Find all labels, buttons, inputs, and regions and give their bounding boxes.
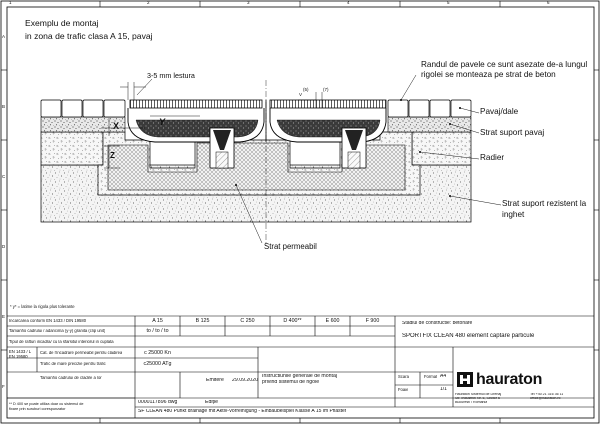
tb-frame-text: Tamanho cadrului de cladire a lor	[40, 376, 102, 380]
tb-standard-label-a: EN 1433 / L	[9, 350, 32, 354]
tb-standard-value-a: c 25000 Kn	[144, 350, 171, 356]
grid-col-label-5: 5	[447, 0, 450, 5]
right-concrete-haunch	[412, 132, 471, 165]
filter-insert-right	[342, 128, 366, 168]
dimension-e: (7)	[323, 87, 329, 92]
tb-scale-label: Scara	[398, 375, 409, 379]
tb-company-mail: office@hauraton.ro	[530, 397, 561, 400]
tb-doc-desc-line-2: privind sistemul de rigole	[262, 380, 320, 385]
tb-standard-text-b: Trafic de mare precizie pentru trafic	[40, 362, 106, 366]
grid-col-label-2: 2	[147, 0, 150, 5]
tb-doc-desc-line-1: Instructiunile generale de montaj	[262, 374, 337, 379]
tb-bottom-left-note-2: fixare prin suruburi corespunzator	[9, 407, 66, 411]
tb-company-line-2: Str. Industriei Nr. 5, Sector 6	[455, 397, 500, 400]
tb-construction-stage: Stadiul de constructie: betonare	[402, 321, 473, 326]
hauraton-logo-icon	[457, 372, 473, 387]
grid-row-label-b: B	[2, 104, 6, 109]
tb-class-e600: E 600	[325, 318, 340, 324]
grid-row-label-c: C	[2, 174, 6, 179]
grate-left	[130, 100, 262, 108]
callout-top-note-line-1: Randul de pavele ce sunt asezate de-a lungul	[421, 60, 588, 69]
left-pavers	[41, 100, 125, 117]
sediment-left	[136, 117, 258, 137]
drawing-title-line-2: in zona de trafic clasa A 15, pavaj	[25, 31, 153, 41]
tb-standard-label-b: EN 19580	[9, 355, 28, 359]
tb-load-class-label: Incarcarea conform EN 1433 / DIN 19580	[9, 319, 87, 323]
callout-top-note-line-2: rigolei se monteaza pe strat de beton	[421, 70, 556, 79]
tb-format-label: Format	[424, 375, 438, 379]
callout-pavers: Pavaj/dale	[480, 107, 519, 116]
grate-right	[270, 100, 386, 108]
grid-col-label-1: 1	[9, 0, 12, 5]
tb-company-phone: Tel +40 21 316 36 11	[530, 393, 564, 396]
grid-row-label-e: E	[2, 314, 6, 319]
tb-class-c250: C 250	[240, 318, 255, 324]
callout-permeable: Strat permeabil	[264, 242, 317, 251]
tb-bottom-description: SF CLEAN 480 Punkt drainage mit Aktiv-Vorreinigung - Einbaubeispiel Klasse A 15 im Pflaster	[138, 409, 347, 414]
tb-class-b125: B 125	[195, 318, 210, 324]
grid-col-label-6: 6	[547, 0, 550, 5]
footnote: * y* = latime la rigola plus tolerante	[10, 304, 75, 309]
tb-format-value: A4	[440, 374, 447, 379]
tb-sheet-value: 1/1	[440, 387, 447, 392]
tb-frame-size-value: to / to / to	[146, 328, 169, 334]
grid-col-label-4: 4	[347, 0, 350, 5]
tb-standard-text-a: Cat. de l'incadrare permeabil pentru cladirea	[40, 351, 123, 355]
tb-company-line-1: Hauraton Sistemul de Drenaj	[455, 393, 502, 396]
tb-sheet-label: Foaie	[398, 388, 409, 392]
tb-class-a15: A 15	[152, 318, 163, 324]
dimension-x: X	[113, 121, 120, 131]
tb-edition: Ediție	[205, 400, 218, 405]
callout-foundation: Radier	[480, 153, 505, 162]
tb-created-date: 29.09.2020	[232, 378, 258, 383]
tb-company-line-3: Bucuresti / Romania	[455, 401, 488, 404]
right-pavers	[388, 100, 471, 117]
section-drawing	[41, 75, 501, 246]
callout-frost-line-2: inghet	[502, 210, 525, 219]
tb-bottom-left-note-1: ** D 400 se poate utiliza doar cu sistemul de	[9, 402, 84, 406]
dimension-s: (5)	[303, 87, 309, 92]
tb-class-d400: D 400**	[283, 318, 302, 324]
hauraton-logo-text: hauraton	[476, 371, 543, 388]
tb-grate-type-label: Tipul de rafturi incadra/ cu la sfarsitul interiorul in cuplata	[9, 340, 114, 344]
dimension-y: Y	[159, 117, 166, 127]
callout-gap: 3-5 mm lestura	[147, 71, 195, 80]
drawing-title-line-1: Exemplu de montaj	[25, 18, 99, 28]
left-concrete-haunch	[41, 132, 103, 165]
tb-class-f900: F 900	[365, 318, 380, 324]
tb-product-name: SPORTFIX CLEAN 480 element captare particule	[402, 333, 535, 339]
dimension-z: Z	[110, 151, 115, 160]
callout-frost-line-1: Strat suport rezistent la	[502, 199, 587, 208]
tb-created-label: Emitere	[206, 378, 224, 383]
grid-row-label-f: F	[2, 384, 5, 389]
grid-col-label-3: 3	[247, 0, 250, 5]
filter-insert-left	[210, 128, 234, 168]
grid-row-label-a: A	[2, 34, 6, 39]
callout-paver-base: Strat suport pavaj	[480, 128, 545, 137]
dimension-v: V	[299, 92, 303, 97]
tb-frame-size-label: Tamanho cadrului / adancima (y-y) granita (clip unit)	[9, 329, 106, 333]
tb-standard-value-b: c25000 ATg	[143, 361, 172, 367]
tb-drawing-number: 0000117896 dwg	[138, 400, 178, 405]
right-paver-bedding	[388, 117, 471, 132]
grid-row-label-d: D	[2, 244, 6, 249]
